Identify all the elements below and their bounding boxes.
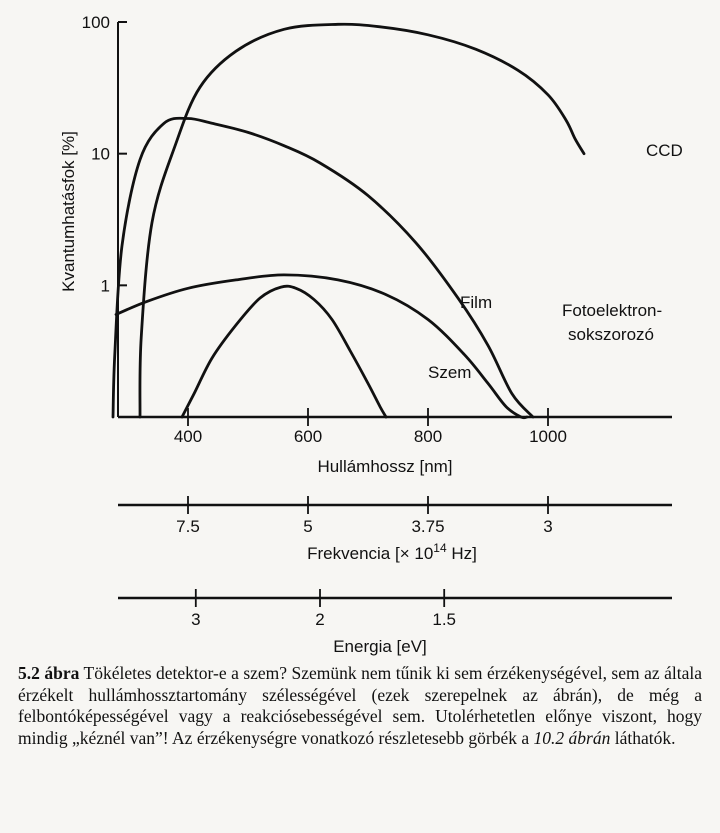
x-axis-title-1: Hullámhossz [nm]	[317, 457, 453, 476]
figure-caption	[18, 663, 702, 749]
x-tick-label-3: 3	[191, 610, 201, 629]
photomultiplier-label-2: sokszorozó	[568, 325, 654, 344]
x-axis-title-2: Frekvencia [× $10^{14}$ Hz]	[307, 541, 477, 563]
ccd-label: CCD	[646, 141, 683, 160]
x-axis-title-3: Energia [eV]	[333, 637, 427, 656]
y-tick-label: 10	[91, 144, 110, 164]
x-tick-label-2: 3	[543, 517, 553, 536]
x-tick-label-2: 5	[303, 517, 313, 536]
film-label: Film	[460, 293, 493, 312]
photomultiplier-label-1: Fotoelektron-	[562, 301, 663, 320]
eye-curve	[182, 286, 386, 417]
ccd-curve	[140, 24, 584, 417]
caption-text-end: láthatók.	[610, 727, 676, 748]
x-tick-label-2: 3.75	[411, 517, 445, 536]
y-tick-label: 100	[81, 13, 110, 32]
szem-label: Szem	[428, 363, 472, 382]
x-tick-label-3: 2	[315, 610, 325, 629]
x-tick-label-1: 800	[413, 427, 443, 446]
caption-text: Tökéletes detektor-e a szem? Szemünk nem tűnik ki sem érzékenységével, sem az általa érzékelt hullámhossztartomány szélességével (ezek szerepelnek az ábrán), de még a felbontóképességével vagy a reakciósebességével sem. Utolérhetetlen előnye viszont, hogy mindig „kéznél van”! Az érzékenységre vonatkozó részletesebb görbék a	[18, 663, 702, 748]
x-tick-label-1: 400	[173, 427, 203, 446]
x-tick-label-3: 1.5	[432, 610, 457, 629]
y-axis-title: Kvantumhatásfok [%]	[59, 131, 78, 292]
plot-area	[59, 13, 683, 656]
x-tick-label-1: 600	[293, 427, 323, 446]
x-tick-label-2: 7.5	[176, 517, 200, 536]
x-tick-label-1: 1000	[529, 427, 567, 446]
caption-number: 5.2 ábra	[18, 663, 80, 683]
y-tick-label: 1	[100, 276, 110, 296]
caption-figure-ref: 10.2 ábrán	[533, 727, 611, 748]
